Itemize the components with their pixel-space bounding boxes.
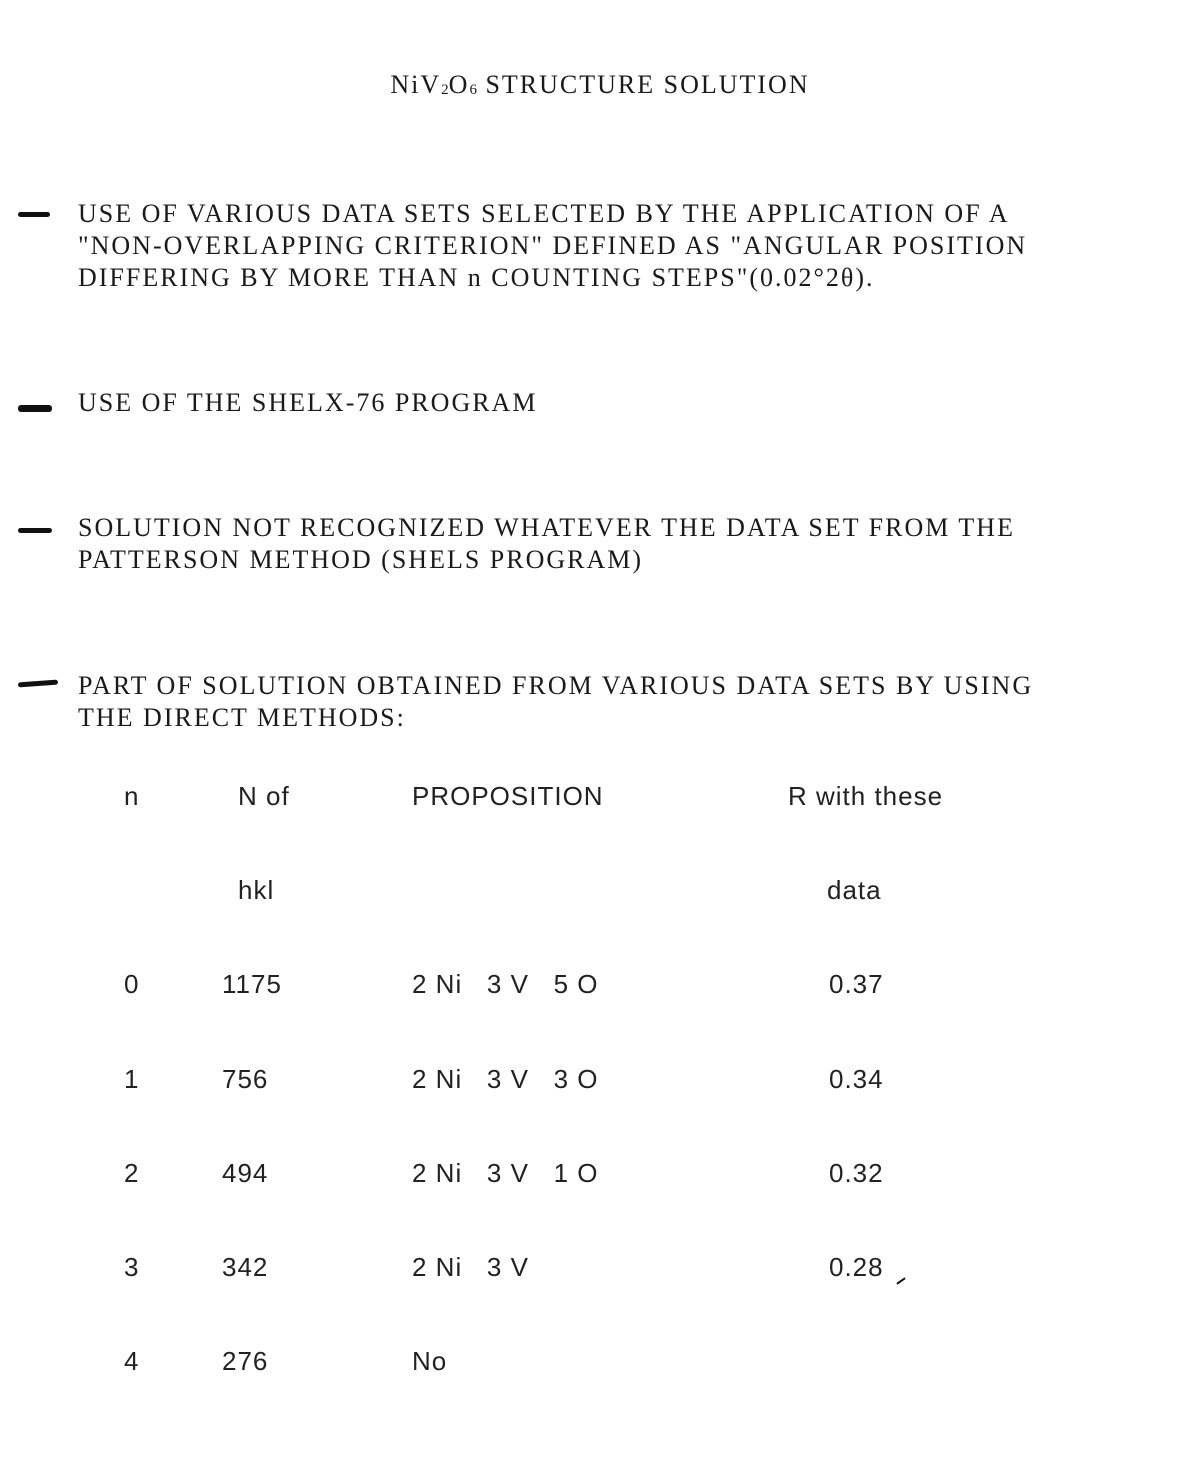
cell-n: 0 <box>124 969 140 999</box>
cell-proposition: 2 Ni 3 V <box>412 1252 529 1282</box>
page-title <box>0 70 1200 100</box>
cell-n: 2 <box>124 1158 140 1188</box>
title-mid: O <box>448 70 470 99</box>
cell-hkl: 1175 <box>222 969 282 999</box>
title-subscript-2: 6 <box>469 82 477 98</box>
cell-r: 0.37 <box>829 969 884 999</box>
header-n: n <box>124 781 140 811</box>
pen-tick-mark <box>896 1277 905 1284</box>
cell-proposition: 2 Ni 3 V 5 O <box>412 969 599 999</box>
dash-bullet-icon <box>18 405 52 412</box>
bullet-text: USE OF THE SHELX-76 PROGRAM <box>78 388 538 417</box>
cell-proposition: No <box>412 1346 448 1376</box>
title-subscript-1: 2 <box>441 82 449 98</box>
header-proposition: PROPOSITION <box>412 781 604 811</box>
dash-bullet-icon <box>18 528 52 533</box>
cell-r: 0.32 <box>829 1158 884 1188</box>
cell-n: 4 <box>124 1346 140 1376</box>
header-r-with-these: R with these <box>788 781 944 811</box>
cell-n: 3 <box>124 1252 140 1282</box>
cell-hkl: 494 <box>222 1158 269 1188</box>
title-suffix: STRUCTURE SOLUTION <box>476 70 810 99</box>
cell-hkl: 756 <box>222 1064 269 1094</box>
header-data: data <box>827 875 882 905</box>
header-hkl: hkl <box>238 875 275 905</box>
cell-proposition: 2 Ni 3 V 1 O <box>412 1158 599 1188</box>
cell-proposition: 2 Ni 3 V 3 O <box>412 1064 599 1094</box>
dash-bullet-icon <box>18 212 50 217</box>
cell-hkl: 342 <box>222 1252 269 1282</box>
bullet-text: USE OF VARIOUS DATA SETS SELECTED BY THE APPLICATION OF A "NON-OVERLAPPING CRITERION" DEFINED AS "ANGULAR POSITION DIFFERING BY MORE THAN n COUNTING STEPS"(0.02°2θ). <box>78 199 1028 292</box>
cell-r: 0.28 <box>829 1252 884 1282</box>
cell-hkl: 276 <box>222 1346 269 1376</box>
cell-r: 0.34 <box>829 1064 884 1094</box>
dash-bullet-icon <box>18 680 58 688</box>
bullet-text: PART OF SOLUTION OBTAINED FROM VARIOUS DATA SETS BY USING THE DIRECT METHODS: <box>78 671 1034 732</box>
bullet-text: SOLUTION NOT RECOGNIZED WHATEVER THE DATA SET FROM THE PATTERSON METHOD (SHELS PROGRAM) <box>78 513 1015 574</box>
title-prefix: NiV <box>390 70 442 99</box>
cell-n: 1 <box>124 1064 140 1094</box>
header-n-of: N of <box>238 781 290 811</box>
